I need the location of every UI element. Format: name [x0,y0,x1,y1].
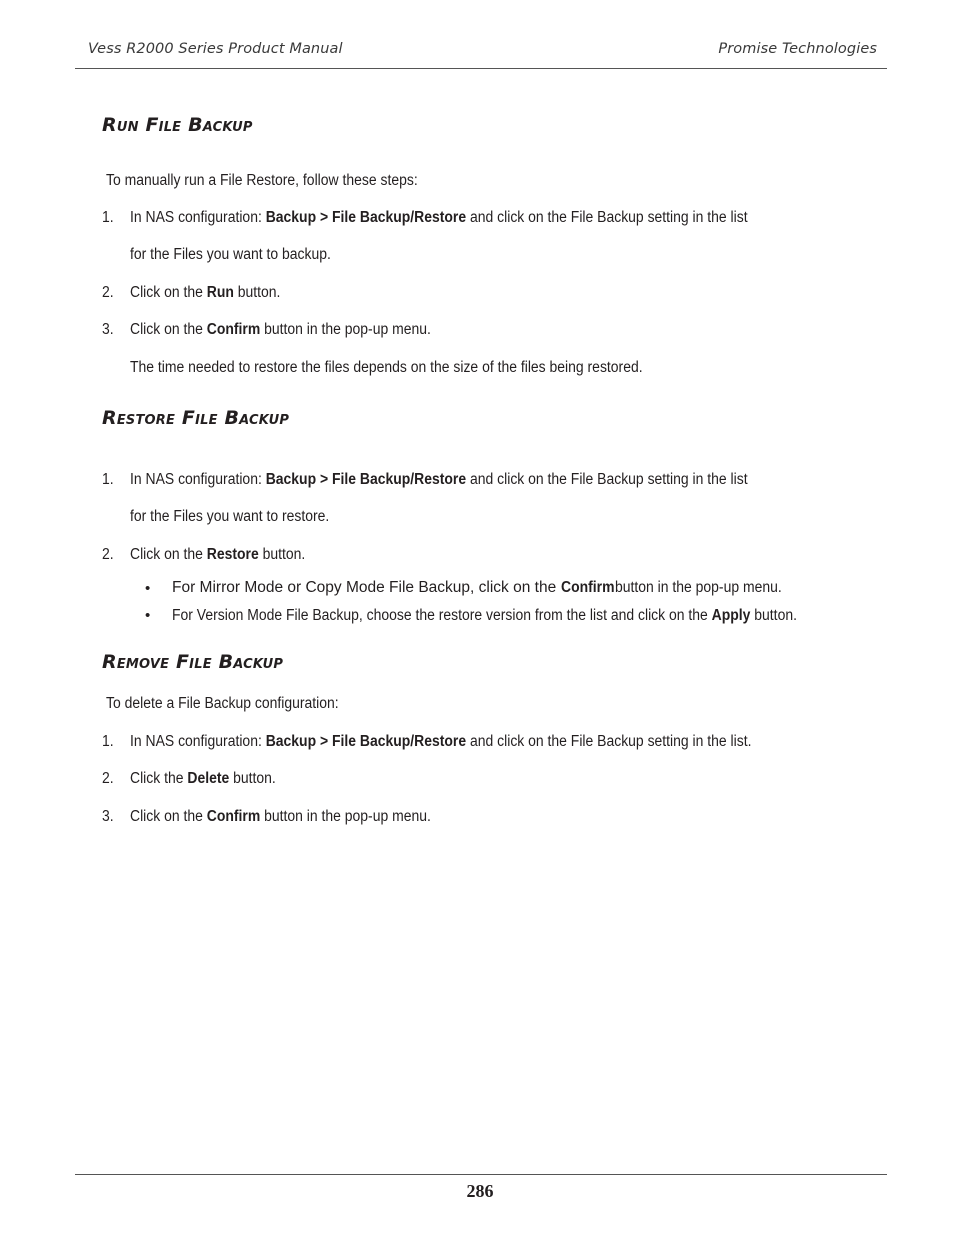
remove-step-2-button-name: Delete [187,770,230,787]
remove-step-2-text-end: button. [229,770,276,787]
restore-step-1-text: In NAS configuration: [130,471,266,488]
running-header-company: Promise Technologies [718,41,877,57]
run-note: The time needed to restore the files depends on the size of the files being restored. [130,359,643,376]
remove-step-2-text: Click the [130,770,188,787]
restore-bullet-1-button-name: Confirm [560,579,614,596]
restore-bullet-2-marker: • [145,607,151,624]
run-step-2-text: Click on the [130,284,207,301]
remove-step-1-text-end: and click on the File Backup setting in the list. [466,733,752,750]
remove-step-3-number: 3. [102,808,114,825]
restore-step-1-continued: for the Files you want to restore. [130,508,330,525]
remove-step-1 [130,733,751,751]
run-step-1-continued: for the Files you want to backup. [130,246,331,263]
restore-step-1 [130,471,748,489]
run-step-1-number: 1. [102,209,114,226]
restore-step-2-text: Click on the [130,546,207,563]
remove-step-3-button-name: Confirm [206,808,261,825]
restore-bullet-2-button-name: Apply [711,607,751,624]
remove-step-2-number: 2. [102,770,114,787]
run-step-1-menu-path: Backup > File Backup/Restore [265,209,467,226]
remove-step-1-number: 1. [102,733,114,750]
section-heading-run-file-backup: Run File Backup [102,114,253,136]
section-heading-restore-file-backup: Restore File Backup [102,407,290,429]
restore-bullet-2-text-end: button. [750,607,797,624]
restore-bullet-1-text: For Mirror Mode or Copy Mode File Backup, click on the [172,579,561,596]
restore-bullet-1-marker: • [145,580,151,597]
remove-step-3-text: Click on the [130,808,207,825]
restore-bullet-2-text: For Version Mode File Backup, choose the restore version from the list and click on the [172,607,712,624]
run-step-3-button-name: Confirm [206,321,261,338]
page-number: 286 [466,1181,494,1201]
restore-bullet-1-text-end: button in the pop-up menu. [614,579,782,596]
section-heading-remove-file-backup: Remove File Backup [102,651,284,673]
run-step-2 [130,284,280,302]
header-rule [75,68,887,69]
run-step-3-number: 3. [102,321,114,338]
running-header-title: Vess R2000 Series Product Manual [88,41,343,57]
remove-step-1-text: In NAS configuration: [130,733,266,750]
remove-step-2 [130,770,276,788]
run-step-1-text: In NAS configuration: [130,209,266,226]
run-intro: To manually run a File Restore, follow these steps: [106,172,418,189]
run-step-2-button-name: Run [206,284,234,301]
restore-bullet-2 [172,607,797,625]
run-step-1 [130,209,748,227]
remove-step-3-text-end: button in the pop-up menu. [260,808,431,825]
run-step-3-text: Click on the [130,321,207,338]
restore-step-1-number: 1. [102,471,114,488]
restore-step-2-text-end: button. [258,546,306,563]
restore-step-1-text-end: and click on the File Backup setting in the list [466,471,748,488]
run-step-3 [130,321,431,339]
remove-intro: To delete a File Backup configuration: [106,695,339,712]
run-step-2-number: 2. [102,284,114,301]
restore-step-2 [130,546,305,564]
restore-step-2-button-name: Restore [206,546,259,563]
restore-step-1-menu-path: Backup > File Backup/Restore [265,471,467,488]
remove-step-3 [130,808,431,826]
run-step-2-text-end: button. [233,284,281,301]
remove-step-1-menu-path: Backup > File Backup/Restore [265,733,467,750]
restore-bullet-1 [172,579,800,597]
run-step-1-text-end: and click on the File Backup setting in the list [466,209,748,226]
run-step-3-text-end: button in the pop-up menu. [260,321,431,338]
restore-step-2-number: 2. [102,546,114,563]
footer-rule [75,1174,887,1175]
